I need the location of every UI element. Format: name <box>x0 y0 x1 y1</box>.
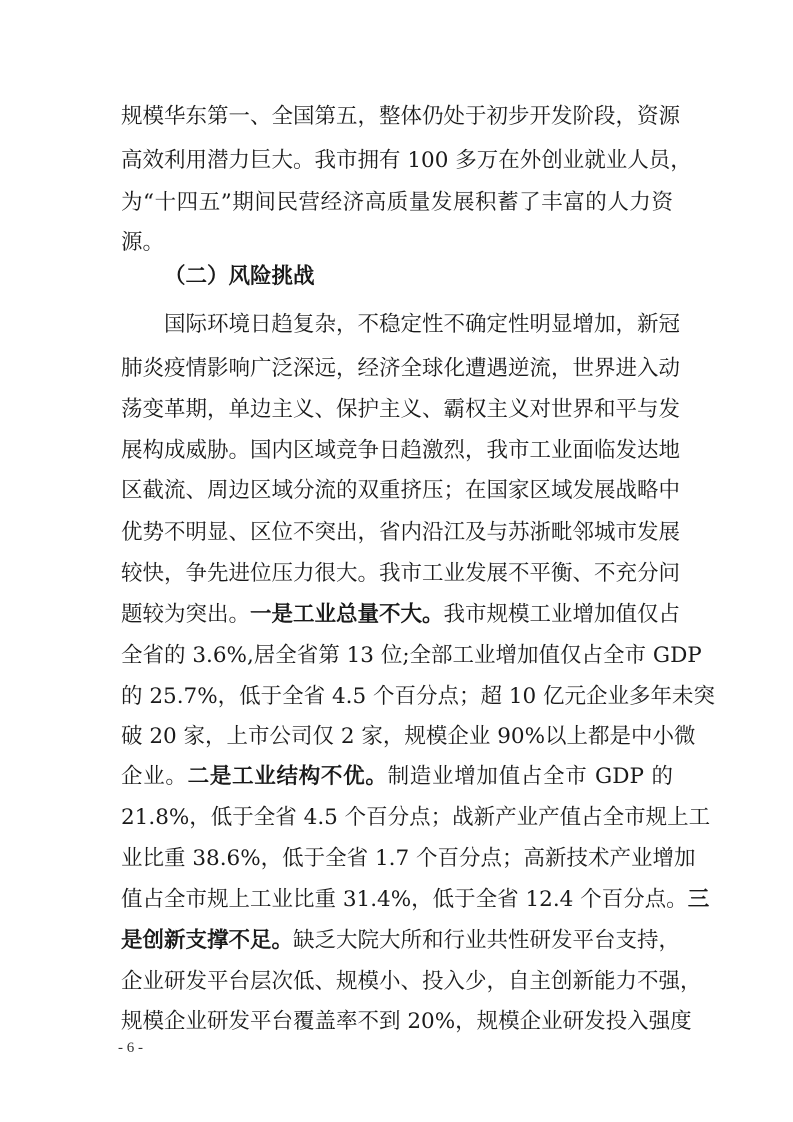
text-segment: 缺乏大院大所和行业共性研发平台支持， <box>293 928 681 953</box>
text-segment: 我市规模工业增加值仅占 <box>443 602 681 627</box>
text-line: 全省的 3.6%,居全省第 13 位;全部工业增加值仅占全市 GDP <box>121 643 702 668</box>
bold-point-2: 二是工业结构不优。 <box>187 764 388 789</box>
text-line: 较快，争先进位压力很大。我市工业发展不平衡、不充分问 <box>121 561 681 586</box>
text-segment: 值占全市规上工业比重 31.4%，低于全省 12.4 个百分点。 <box>121 887 688 912</box>
text-line: 源。 <box>121 230 165 255</box>
text-line <box>121 760 673 794</box>
bold-point-3-start: 三 <box>687 887 710 912</box>
text-line: 21.8%，低于全省 4.5 个百分点；战新产业产值占全市规上工 <box>121 805 711 830</box>
text-line: 高效利用潜力巨大。我市拥有 100 多万在外创业就业人员， <box>121 148 692 173</box>
text-segment: 制造业增加值占全市 GDP 的 <box>387 764 673 789</box>
text-line: 展构成威胁。国内区域竞争日趋激烈，我市工业面临发达地 <box>121 438 681 463</box>
text-line <box>121 598 681 632</box>
text-line: 业比重 38.6%，低于全省 1.7 个百分点；高新技术产业增加 <box>121 846 696 871</box>
text-line: 荡变革期，单边主义、保护主义、霸权主义对世界和平与发 <box>121 397 681 422</box>
bold-point-3-end: 是创新支撑不足。 <box>121 928 294 953</box>
bold-point-1: 一是工业总量不大。 <box>250 602 444 627</box>
page-number: - 6 - <box>118 1040 143 1056</box>
text-line: 肺炎疫情影响广泛深远，经济全球化遭遇逆流，世界进入动 <box>121 356 681 381</box>
text-line: 国际环境日趋复杂，不稳定性不确定性明显增加，新冠 <box>164 312 681 337</box>
text-line: 的 25.7%，低于全省 4.5 个百分点；超 10 亿元企业多年未突 <box>121 684 716 709</box>
text-line: 区截流、周边区域分流的双重挤压；在国家区域发展战略中 <box>121 478 681 503</box>
text-line <box>121 924 681 958</box>
text-line: 优势不明显、区位不突出，省内沿江及与苏浙毗邻城市发展 <box>121 520 681 545</box>
section-heading: （二）风险挑战 <box>164 264 315 289</box>
text-line: 企业研发平台层次低、规模小、投入少，自主创新能力不强， <box>121 969 702 994</box>
text-segment: 企业。 <box>121 764 188 789</box>
text-line: 规模企业研发平台覆盖率不到 20%，规模企业研发投入强度 <box>121 1009 692 1034</box>
text-line: 破 20 家，上市公司仅 2 家，规模企业 90%以上都是中小微 <box>121 724 696 749</box>
text-line <box>121 883 710 917</box>
text-line: 为“十四五”期间民营经济高质量发展积蓄了丰富的人力资 <box>121 190 673 215</box>
text-segment: 题较为突出。 <box>121 602 251 627</box>
text-line: 规模华东第一、全国第五，整体仍处于初步开发阶段，资源 <box>121 104 681 129</box>
